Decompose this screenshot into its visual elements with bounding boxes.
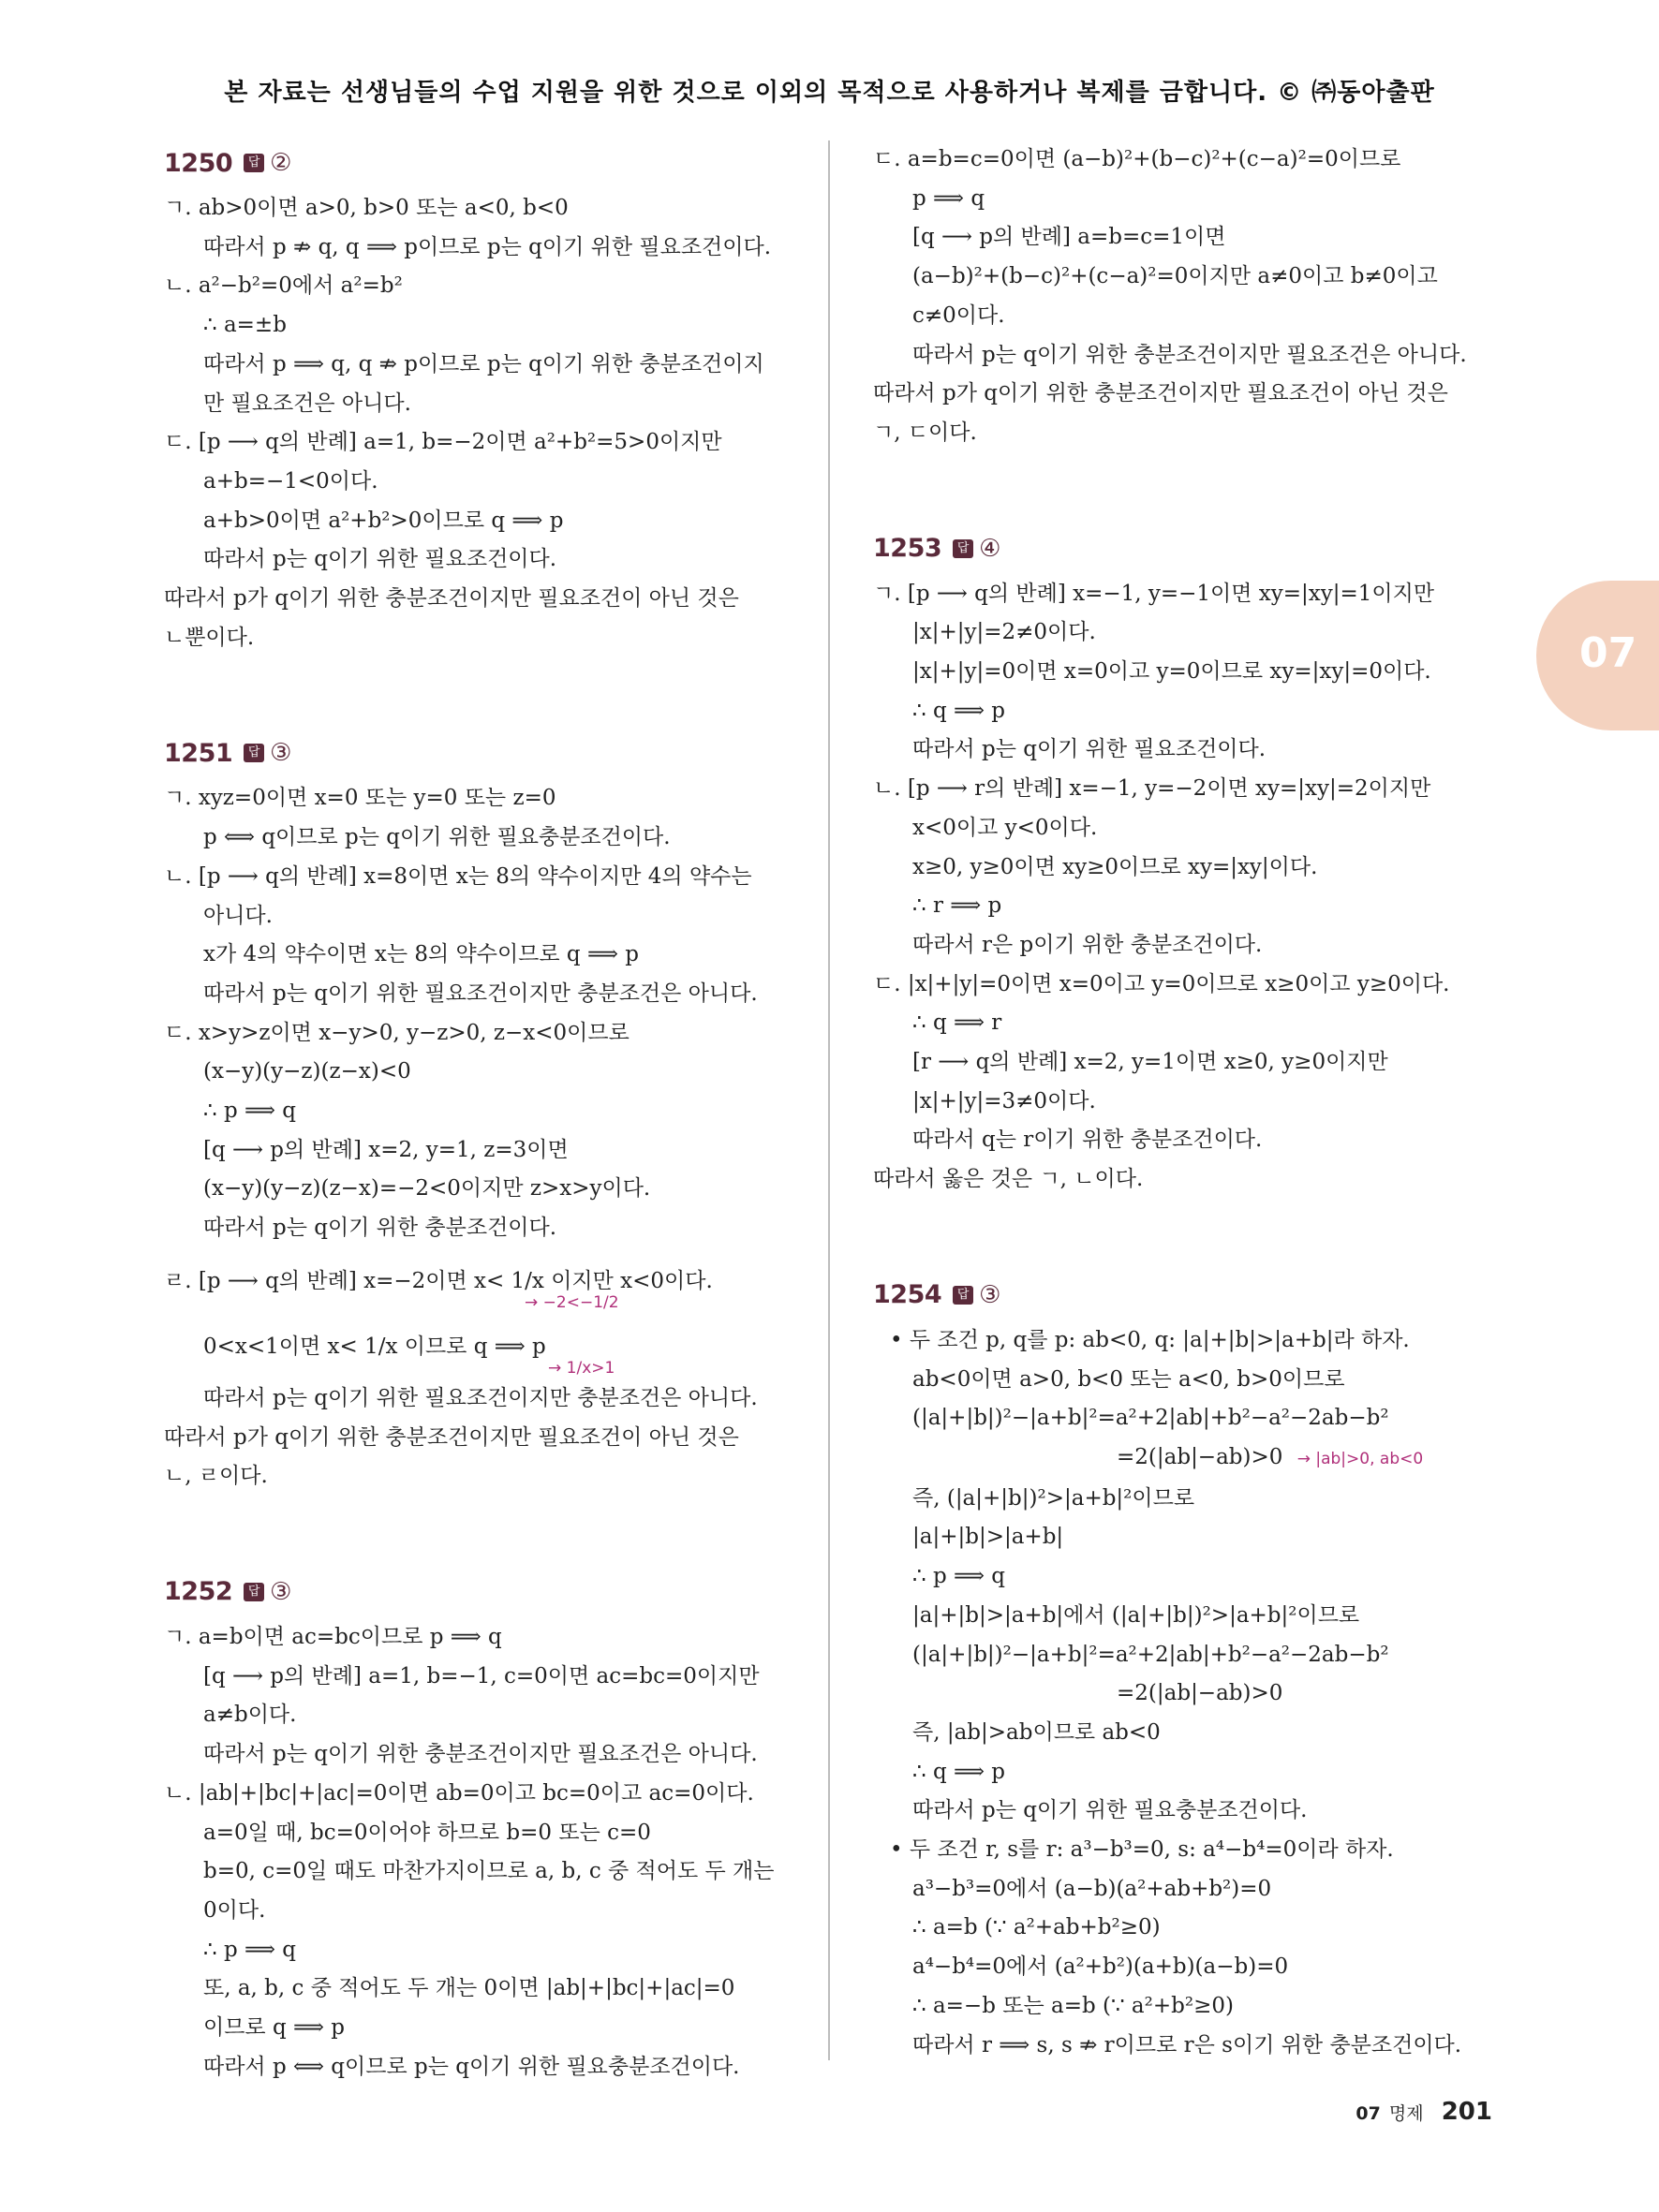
solution-line: |x|+|y|=2≠0이다.	[912, 620, 1096, 645]
solution-line: [q ⟶ p의 반례] x=2, y=1, z=3이면	[203, 1137, 569, 1162]
solution-line: 따라서 p는 q이기 위한 필요충분조건이다.	[912, 1798, 1308, 1823]
chapter-side-tab	[1536, 581, 1659, 730]
solution-line: ㄱ, ㄷ이다.	[873, 420, 977, 445]
problem-1251	[164, 730, 801, 1497]
solution-line: |a|+|b|>|a+b|	[912, 1525, 1064, 1550]
solution-line: • 두 조건 p, q를 p: ab<0, q: |a|+|b|>|a+b|라 하자.	[890, 1327, 1410, 1352]
solution-line: |x|+|y|=3≠0이다.	[912, 1088, 1096, 1113]
right-column	[873, 140, 1519, 2138]
solution-line: ∴ a=−b 또는 a=b (∵ a²+b²≥0)	[912, 1993, 1234, 2018]
problem-header	[873, 1273, 1519, 1318]
solution-line: 따라서 r은 p이기 위한 충분조건이다.	[912, 932, 1263, 957]
equation-continuation: =2(|ab|−ab)>0	[1117, 1444, 1283, 1469]
solution-line: =2(|ab|−ab)>0	[1117, 1681, 1283, 1706]
solution-line: 따라서 p ⇏ q, q ⟹ p이므로 p는 q이기 위한 필요조건이다.	[203, 234, 772, 259]
solution-line: a+b>0이면 a²+b²>0이므로 q ⟹ p	[203, 508, 564, 533]
problem-number: 1253	[873, 534, 942, 564]
solution-line: ㄱ. ab>0이면 a>0, b>0 또는 a<0, b<0	[164, 196, 569, 220]
solution-line: 아니다.	[203, 903, 273, 928]
column-divider	[828, 140, 830, 2060]
problem-number: 1250	[164, 148, 233, 178]
solution-line: 따라서 옳은 것은 ㄱ, ㄴ이다.	[873, 1167, 1144, 1192]
solution-line: ab<0이면 a>0, b<0 또는 a<0, b>0이므로	[912, 1366, 1345, 1392]
solution-line: 따라서 p는 q이기 위한 충분조건이지만 필요조건은 아니다.	[912, 342, 1467, 367]
solution-line: ∴ p ⟹ q	[912, 1564, 1005, 1589]
answer-badge: 답	[953, 539, 973, 558]
solution-line: ㄷ. a=b=c=0이면 (a−b)²+(b−c)²+(c−a)²=0이므로	[873, 147, 1401, 171]
annotation-note: → 1/x>1	[548, 1358, 615, 1378]
problem-number: 1251	[164, 738, 233, 768]
solution-line: • 두 조건 r, s를 r: a³−b³=0, s: a⁴−b⁴=0이라 하자.	[890, 1837, 1394, 1863]
solution-line: 0이다.	[203, 1897, 266, 1923]
solution-line: 따라서 p는 q이기 위한 충분조건이다.	[203, 1216, 557, 1241]
left-column	[164, 140, 801, 2160]
solution-line: (|a|+|b|)²−|a+b|²=a²+2|ab|+b²−a²−2ab−b²	[912, 1406, 1389, 1431]
solution-line: ∴ p ⟹ q	[203, 1099, 296, 1124]
solution-line: [r ⟶ q의 반례] x=2, y=1이면 x≥0, y≥0이지만	[912, 1050, 1388, 1075]
answer-mark: ②	[270, 149, 292, 177]
solution-line: (|a|+|b|)²−|a+b|²=a²+2|ab|+b²−a²−2ab−b²	[912, 1642, 1389, 1667]
solution-line: ㄱ. xyz=0이면 x=0 또는 y=0 또는 z=0	[164, 786, 556, 811]
solution-line: |x|+|y|=0이면 x=0이고 y=0이므로 xy=|xy|=0이다.	[912, 659, 1431, 685]
answer-mark: ③	[270, 1577, 292, 1606]
solution-line: 따라서 r ⟹ s, s ⇏ r이므로 r은 s이기 위한 충분조건이다.	[912, 2032, 1462, 2057]
solution-line: a=0일 때, bc=0이어야 하므로 b=0 또는 c=0	[203, 1820, 651, 1845]
solution-line: c≠0이다.	[912, 302, 1005, 328]
solution-line: ㄷ. [p ⟶ q의 반례] a=1, b=−2이면 a²+b²=5>0이지만	[164, 430, 722, 455]
answer-badge: 답	[953, 1286, 973, 1305]
solution-line: ㄱ. [p ⟶ q의 반례] x=−1, y=−1이면 xy=|xy|=1이지만	[873, 581, 1435, 606]
solution-line: ∴ a=b (∵ a²+ab+b²≥0)	[912, 1915, 1161, 1940]
solution-line: 따라서 p는 q이기 위한 필요조건이다.	[912, 737, 1266, 762]
solution-line: 따라서 p가 q이기 위한 충분조건이지만 필요조건이 아닌 것은	[873, 381, 1448, 406]
problem-1252	[164, 1570, 801, 2087]
solution-line: (a−b)²+(b−c)²+(c−a)²=0이지만 a≠0이고 b≠0이고	[912, 264, 1438, 289]
page-footer	[1355, 2098, 1492, 2126]
solution-line: 이므로 q ⟹ p	[203, 2015, 346, 2041]
problem-1254	[873, 1273, 1519, 2065]
solution-line: ㄴ, ㄹ이다.	[164, 1464, 268, 1489]
solution-line: x<0이고 y<0이다.	[912, 815, 1098, 840]
solution-line: ㄴ뿐이다.	[164, 625, 255, 650]
solution-line: ∴ a=±b	[203, 313, 287, 338]
solution-line: 따라서 p가 q이기 위한 충분조건이지만 필요조건이 아닌 것은	[164, 1424, 739, 1450]
solution-line: x가 4의 약수이면 x는 8의 약수이므로 q ⟹ p	[203, 942, 639, 967]
solution-line: a³−b³=0에서 (a−b)(a²+ab+b²)=0	[912, 1876, 1272, 1901]
solution-line: ∴ q ⟹ p	[912, 698, 1005, 723]
answer-mark: ③	[979, 1280, 1001, 1309]
solution-line: ∴ q ⟹ r	[912, 1010, 1002, 1036]
solution-line: 따라서 p는 q이기 위한 충분조건이지만 필요조건은 아니다.	[203, 1742, 758, 1767]
solution-line: ㄹ. [p ⟶ q의 반례] x=−2이면 x< 1/x 이지만 x<0이다.	[164, 1268, 713, 1293]
solution-line: 만 필요조건은 아니다.	[203, 391, 411, 416]
solution-line: 따라서 q는 r이기 위한 충분조건이다.	[912, 1128, 1263, 1153]
footer-chapter-number: 07	[1355, 2103, 1381, 2124]
annotation-note: → |ab|>0, ab<0	[1296, 1449, 1424, 1468]
solution-line: |a|+|b|>|a+b|에서 (|a|+|b|)²>|a+b|²이므로	[912, 1602, 1360, 1628]
solution-line: 따라서 p는 q이기 위한 필요조건이지만 충분조건은 아니다.	[203, 981, 758, 1006]
problem-1253	[873, 526, 1519, 1200]
answer-mark: ④	[979, 534, 1001, 563]
solution-line: 0<x<1이면 x< 1/x 이므로 q ⟹ p	[203, 1334, 546, 1359]
solution-line: a≠b이다.	[203, 1703, 297, 1728]
solution-line	[873, 1438, 1519, 1480]
solution-line: ㄴ. [p ⟶ q의 반례] x=8이면 x는 8의 약수이지만 4의 약수는	[164, 863, 752, 889]
chapter-side-label: 07	[1579, 629, 1637, 677]
answer-mark: ③	[270, 739, 292, 768]
solution-line: a⁴−b⁴=0에서 (a²+b²)(a+b)(a−b)=0	[912, 1954, 1289, 1980]
solution-line: 따라서 p는 q이기 위한 필요조건이지만 충분조건은 아니다.	[203, 1385, 758, 1410]
solution-line: [q ⟶ p의 반례] a=b=c=1이면	[912, 225, 1226, 250]
solution-line: p ⟹ q	[912, 185, 985, 211]
solution-line: 즉, (|a|+|b|)²>|a+b|²이므로	[912, 1485, 1195, 1511]
problem-header	[164, 1570, 801, 1615]
solution-line: ㄴ. [p ⟶ r의 반례] x=−1, y=−2이면 xy=|xy|=2이지만	[873, 776, 1431, 802]
solution-line: ㄷ. x>y>z이면 x−y>0, y−z>0, z−x<0이므로	[164, 1020, 630, 1045]
problem-number: 1252	[164, 1577, 233, 1607]
solution-line: 따라서 p ⟹ q, q ⇏ p이므로 p는 q이기 위한 충분조건이지	[203, 351, 764, 376]
solution-line: ㄱ. a=b이면 ac=bc이므로 p ⟹ q	[164, 1624, 502, 1649]
solution-line: [q ⟶ p의 반례] a=1, b=−1, c=0이면 ac=bc=0이지만	[203, 1663, 760, 1688]
answer-badge: 답	[244, 744, 264, 762]
answer-badge: 답	[244, 1583, 264, 1601]
solution-line: p ⟺ q이므로 p는 q이기 위한 필요충분조건이다.	[203, 825, 671, 850]
solution-line: 따라서 p는 q이기 위한 필요조건이다.	[203, 547, 557, 572]
solution-line: b=0, c=0일 때도 마찬가지이므로 a, b, c 중 적어도 두 개는	[203, 1859, 775, 1884]
page-number: 201	[1441, 2098, 1492, 2126]
copyright-notice: 본 자료는 선생님들의 수업 지원을 위한 것으로 이외의 목적으로 사용하거나 복제를 금합니다. © ㈜동아출판	[224, 79, 1435, 107]
annotation-note: → −2<−1/2	[525, 1292, 619, 1312]
solution-line: 또, a, b, c 중 적어도 두 개는 0이면 |ab|+|bc|+|ac|=0	[203, 1976, 735, 2001]
solution-line: 따라서 p ⟺ q이므로 p는 q이기 위한 필요충분조건이다.	[203, 2054, 740, 2079]
problem-1252-continued	[873, 140, 1519, 453]
solution-line: ㄷ. |x|+|y|=0이면 x=0이고 y=0이므로 x≥0이고 y≥0이다.	[873, 971, 1450, 996]
answer-badge: 답	[244, 154, 264, 172]
footer-chapter-name: 명제	[1388, 2103, 1424, 2124]
problem-header	[164, 730, 801, 775]
solution-line: x≥0, y≥0이면 xy≥0이므로 xy=|xy|이다.	[912, 854, 1318, 879]
problem-number: 1254	[873, 1280, 942, 1310]
problem-header	[164, 140, 801, 185]
solution-line: 즉, |ab|>ab이므로 ab<0	[912, 1719, 1161, 1745]
solution-line: ㄴ. a²−b²=0에서 a²=b²	[164, 273, 403, 299]
solution-line: (x−y)(y−z)(z−x)<0	[203, 1059, 411, 1084]
problem-1250	[164, 140, 801, 657]
solution-line: 따라서 p가 q이기 위한 충분조건이지만 필요조건이 아닌 것은	[164, 586, 739, 612]
solution-line: ㄴ. |ab|+|bc|+|ac|=0이면 ab=0이고 bc=0이고 ac=0이다.	[164, 1780, 754, 1806]
problem-header	[873, 526, 1519, 571]
solution-line: ∴ q ⟹ p	[912, 1759, 1005, 1784]
solution-line: ∴ p ⟹ q	[203, 1937, 296, 1962]
solution-line: a+b=−1<0이다.	[203, 468, 378, 494]
solution-line: (x−y)(y−z)(z−x)=−2<0이지만 z>x>y이다.	[203, 1176, 651, 1202]
solution-line: ∴ r ⟹ p	[912, 893, 1002, 919]
